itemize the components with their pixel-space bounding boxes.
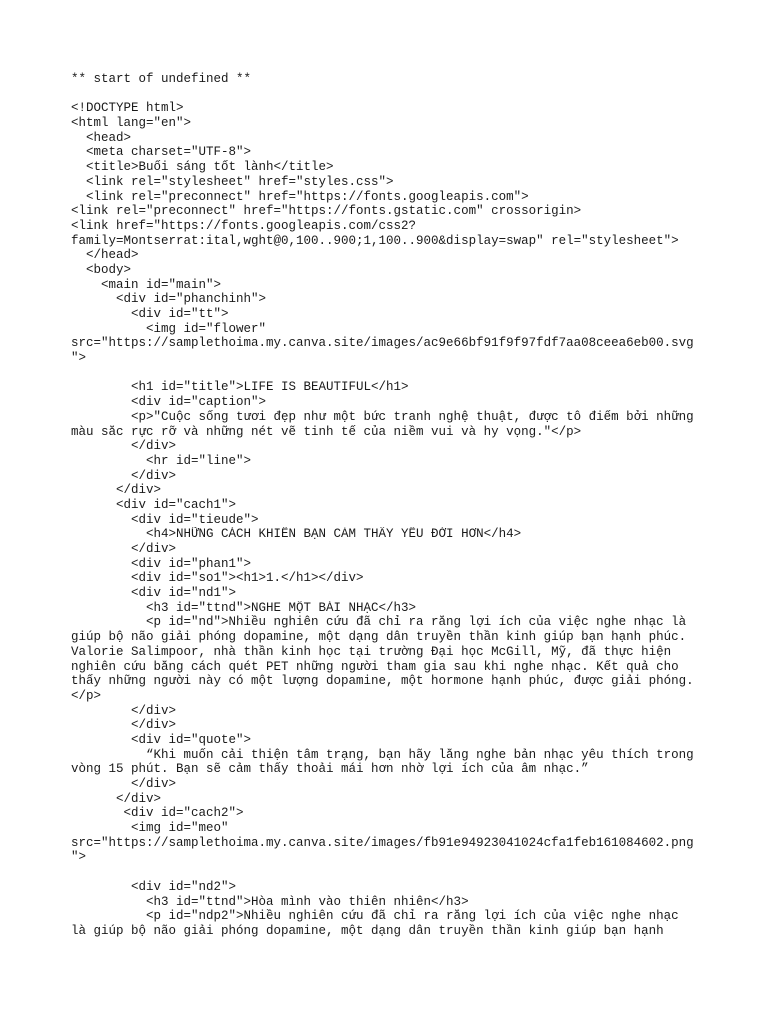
code-line: <div id="quote"> bbox=[71, 732, 252, 747]
code-line: <div id="cach1"> bbox=[71, 497, 237, 512]
code-line bbox=[71, 865, 768, 880]
code-line: </div> bbox=[71, 439, 177, 454]
code-line: <meta charset="UTF-8"> bbox=[71, 145, 252, 160]
code-line: “Khi muốn cải thiện tâm trạng, bạn hãy lắng nghe bản nhạc yêu thích trong bbox=[71, 747, 694, 762]
code-line: là giúp bộ não giải phóng dopamine, một dạng dẫn truyền thần kinh giúp bạn hạnh bbox=[71, 923, 664, 938]
code-line: <body> bbox=[71, 262, 132, 277]
code-line: <img id="meo" bbox=[71, 821, 229, 836]
document-heading: ** start of undefined ** bbox=[71, 72, 252, 86]
code-line: <img id="flower" bbox=[71, 321, 267, 336]
code-line: <p id="nd">Nhiều nghiên cứu đã chỉ ra rằng lợi ích của việc nghe nhạc là bbox=[71, 615, 687, 630]
code-line: </head> bbox=[71, 248, 139, 263]
code-line: <title>Buổi sáng tốt lành</title> bbox=[71, 160, 334, 175]
code-line: <main id="main"> bbox=[71, 277, 222, 292]
code-line: <h4>NHỮNG CÁCH KHIẾN BẠN CẢM THẤY YÊU ĐỜI HƠN</h4> bbox=[71, 527, 522, 542]
code-line: </p> bbox=[71, 688, 102, 703]
code-line: <div id="phanchinh"> bbox=[71, 292, 267, 307]
code-line: <div id="nd1"> bbox=[71, 586, 237, 601]
code-line bbox=[71, 366, 768, 381]
code-line: </div> bbox=[71, 718, 177, 733]
code-line: <link rel="preconnect" href="https://fonts.gstatic.com" crossorigin> bbox=[71, 204, 582, 219]
code-line: </div> bbox=[71, 468, 177, 483]
code-line: "> bbox=[71, 850, 87, 865]
code-line: <div id="phan1"> bbox=[71, 556, 252, 571]
code-line: giúp bộ não giải phóng dopamine, một dạng dẫn truyền thần kinh giúp bạn hạnh phúc. bbox=[71, 630, 687, 645]
code-line: <div id="nd2"> bbox=[71, 879, 237, 894]
code-line: thấy những người này có một lượng dopamine, một hormone hạnh phúc, được giải phóng. bbox=[71, 674, 694, 689]
code-line: <h3 id="ttnd">Hòa mình vào thiên nhiên</h3> bbox=[71, 894, 469, 909]
code-line: <html lang="en"> bbox=[71, 116, 192, 131]
code-line: <!DOCTYPE html> bbox=[71, 101, 184, 116]
code-line: <h3 id="ttnd">NGHE MỘT BÀI NHẠC</h3> bbox=[71, 600, 417, 615]
code-line: src="https://samplethoima.my.canva.site/images/fb91e94923041024cfa1feb161084602.png bbox=[71, 835, 694, 850]
code-line: src="https://samplethoima.my.canva.site/images/ac9e66bf91f9f97fdf7aa08ceea6eb00.svg bbox=[71, 336, 694, 351]
code-line: Valorie Salimpoor, nhà thần kinh học tại trường Đại học McGill, Mỹ, đã thực hiện bbox=[71, 644, 672, 659]
code-line: </div> bbox=[71, 791, 162, 806]
blank-line bbox=[71, 87, 768, 102]
code-line: </div> bbox=[71, 777, 177, 791]
code-line: <link rel="preconnect" href="https://fonts.googleapis.com"> bbox=[71, 189, 529, 204]
code-line: <div id="caption"> bbox=[71, 395, 267, 410]
code-line: vòng 15 phút. Bạn sẽ cảm thấy thoải mái hơn nhờ lợi ích của âm nhạc.” bbox=[71, 762, 589, 777]
code-line: </div> bbox=[71, 703, 177, 718]
code-line: <div id="so1"><h1>1.</h1></div> bbox=[71, 571, 364, 586]
code-line: <h1 id="title">LIFE IS BEAUTIFUL</h1> bbox=[71, 380, 409, 395]
code-line: </div> bbox=[71, 483, 162, 498]
code-line: <hr id="line"> bbox=[71, 453, 252, 468]
code-line: màu sắc rực rỡ và những nét vẽ tinh tế của niềm vui và hy vọng."</p> bbox=[71, 424, 582, 439]
code-line: "> bbox=[71, 351, 87, 366]
code-line: <link href="https://fonts.googleapis.com/css2? bbox=[71, 218, 417, 233]
code-line: <div id="tieude"> bbox=[71, 512, 259, 527]
code-line: <div id="cach2"> bbox=[71, 806, 244, 821]
code-line: <p id="ndp2">Nhiều nghiên cứu đã chỉ ra rằng lợi ích của việc nghe nhạc bbox=[71, 909, 679, 924]
code-line: family=Montserrat:ital,wght@0,100..900;1,100..900&display=swap" rel="stylesheet"> bbox=[71, 233, 679, 248]
code-line: <div id="tt"> bbox=[71, 307, 229, 321]
code-line: <p>"Cuộc sống tươi đẹp như một bức tranh nghệ thuật, được tô điểm bởi những bbox=[71, 409, 694, 424]
code-line: <head> bbox=[71, 130, 132, 145]
code-line: <link rel="stylesheet" href="styles.css"> bbox=[71, 174, 394, 189]
code-line: nghiên cứu bằng cách quét PET những người tham gia sau khi nghe nhạc. Kết quả cho bbox=[71, 659, 679, 674]
code-line: </div> bbox=[71, 542, 177, 556]
code-listing bbox=[71, 72, 768, 939]
